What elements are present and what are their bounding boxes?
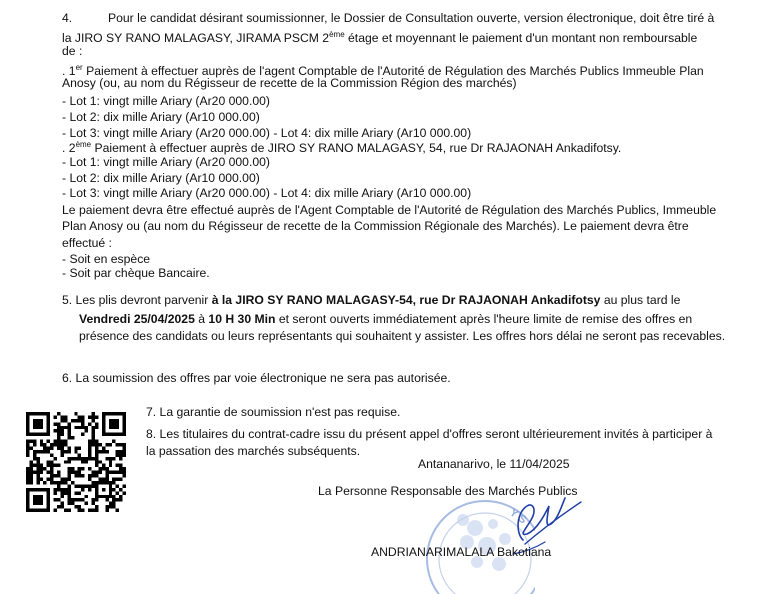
qr-code-icon	[26, 412, 126, 512]
signatory-name: ANDRIANARIMALALA Bakotiana	[371, 545, 552, 559]
p4-line-7: - Lot 2: dix mille Ariary (Ar10 000.00)	[62, 110, 260, 124]
p4-line-1: Pour le candidat désirant soumissionner, le Dossier de Consultation ouverte, version électronique, doit être tiré à	[108, 11, 715, 25]
p4-line-10: - Lot 1: vingt mille Ariary (Ar20 000.00)	[62, 155, 270, 169]
p4-line-12: - Lot 3: vingt mille Ariary (Ar20 000.00) - Lot 4: dix mille Ariary (Ar10 000.00)	[62, 186, 472, 200]
p5-line-2: Vendredi 25/04/2025 à 10 H 30 Min et seront ouverts immédiatement après l'heure limite de remise des offres en	[79, 312, 693, 326]
p4-line-6: - Lot 1: vingt mille Ariary (Ar20 000.00)	[62, 94, 270, 108]
p4-line-14: Plan Anosy ou (au nom du Régisseur de recette de la Commission Régionale des Marchés). Le paiement devra être	[62, 219, 689, 233]
p4-line-11: - Lot 2: dix mille Ariary (Ar10 000.00)	[62, 171, 260, 185]
p4-line-16: - Soit en espèce	[62, 252, 151, 266]
p4-line-9: . 2ème Paiement à effectuer auprès de JIRO SY RANO MALAGASY, 54, rue Dr RAJAONAH Ankadifotsy.	[62, 140, 622, 156]
p8-line-1: 8. Les titulaires du contrat-cadre issu du présent appel d'offres seront ultérieurement invités à participer à	[146, 427, 713, 441]
p4-line-8: - Lot 3: vingt mille Ariary (Ar20 000.00) - Lot 4: dix mille Ariary (Ar10 000.00)	[62, 126, 472, 140]
p5-line-3: présence des candidats ou leurs représentants qui souhaitent y assister. Les offres hors délai ne seront pas recevables.	[79, 329, 726, 343]
p8-line-2: la passation des marchés subséquents.	[146, 444, 361, 458]
p6-line: 6. La soumission des offres par voie électronique ne sera pas autorisée.	[62, 371, 451, 385]
place-date: Antananarivo, le 11/04/2025	[418, 457, 570, 471]
svg-text:Y S: Y S	[507, 506, 529, 527]
p5-line-1: 5. Les plis devront parvenir à la JIRO SY RANO MALAGASY-54, rue Dr RAJAONAH Ankadifotsy au plus tard le	[62, 293, 681, 307]
p4-number: 4.	[62, 11, 73, 25]
p7-line: 7. La garantie de soumission n'est pas requise.	[146, 405, 401, 419]
p4-line-5: Anosy (ou, au nom du Régisseur de recette de la Commission Région des marchés)	[62, 76, 517, 90]
p4-line-15: effectué :	[62, 236, 112, 250]
p4-line-4: . 1er Paiement à effectuer auprès de l'agent Comptable de l'Autorité de Régulation des Marchés Publics Immeuble Plan	[62, 63, 704, 79]
p4-line-17: - Soit par chèque Bancaire.	[62, 266, 210, 280]
p4-line-2: la JIRO SY RANO MALAGASY, JIRAMA PSCM 2ème étage et moyennant le paiement d'un montant non remboursable	[62, 30, 698, 46]
p4-line-13: Le paiement devra être effectué auprès de l'Agent Comptable de l'Autorité de Régulation des Marchés Publics, Immeuble	[62, 203, 717, 217]
signatory-role: La Personne Responsable des Marchés Publics	[318, 484, 578, 498]
p4-line-3: de :	[62, 44, 83, 58]
